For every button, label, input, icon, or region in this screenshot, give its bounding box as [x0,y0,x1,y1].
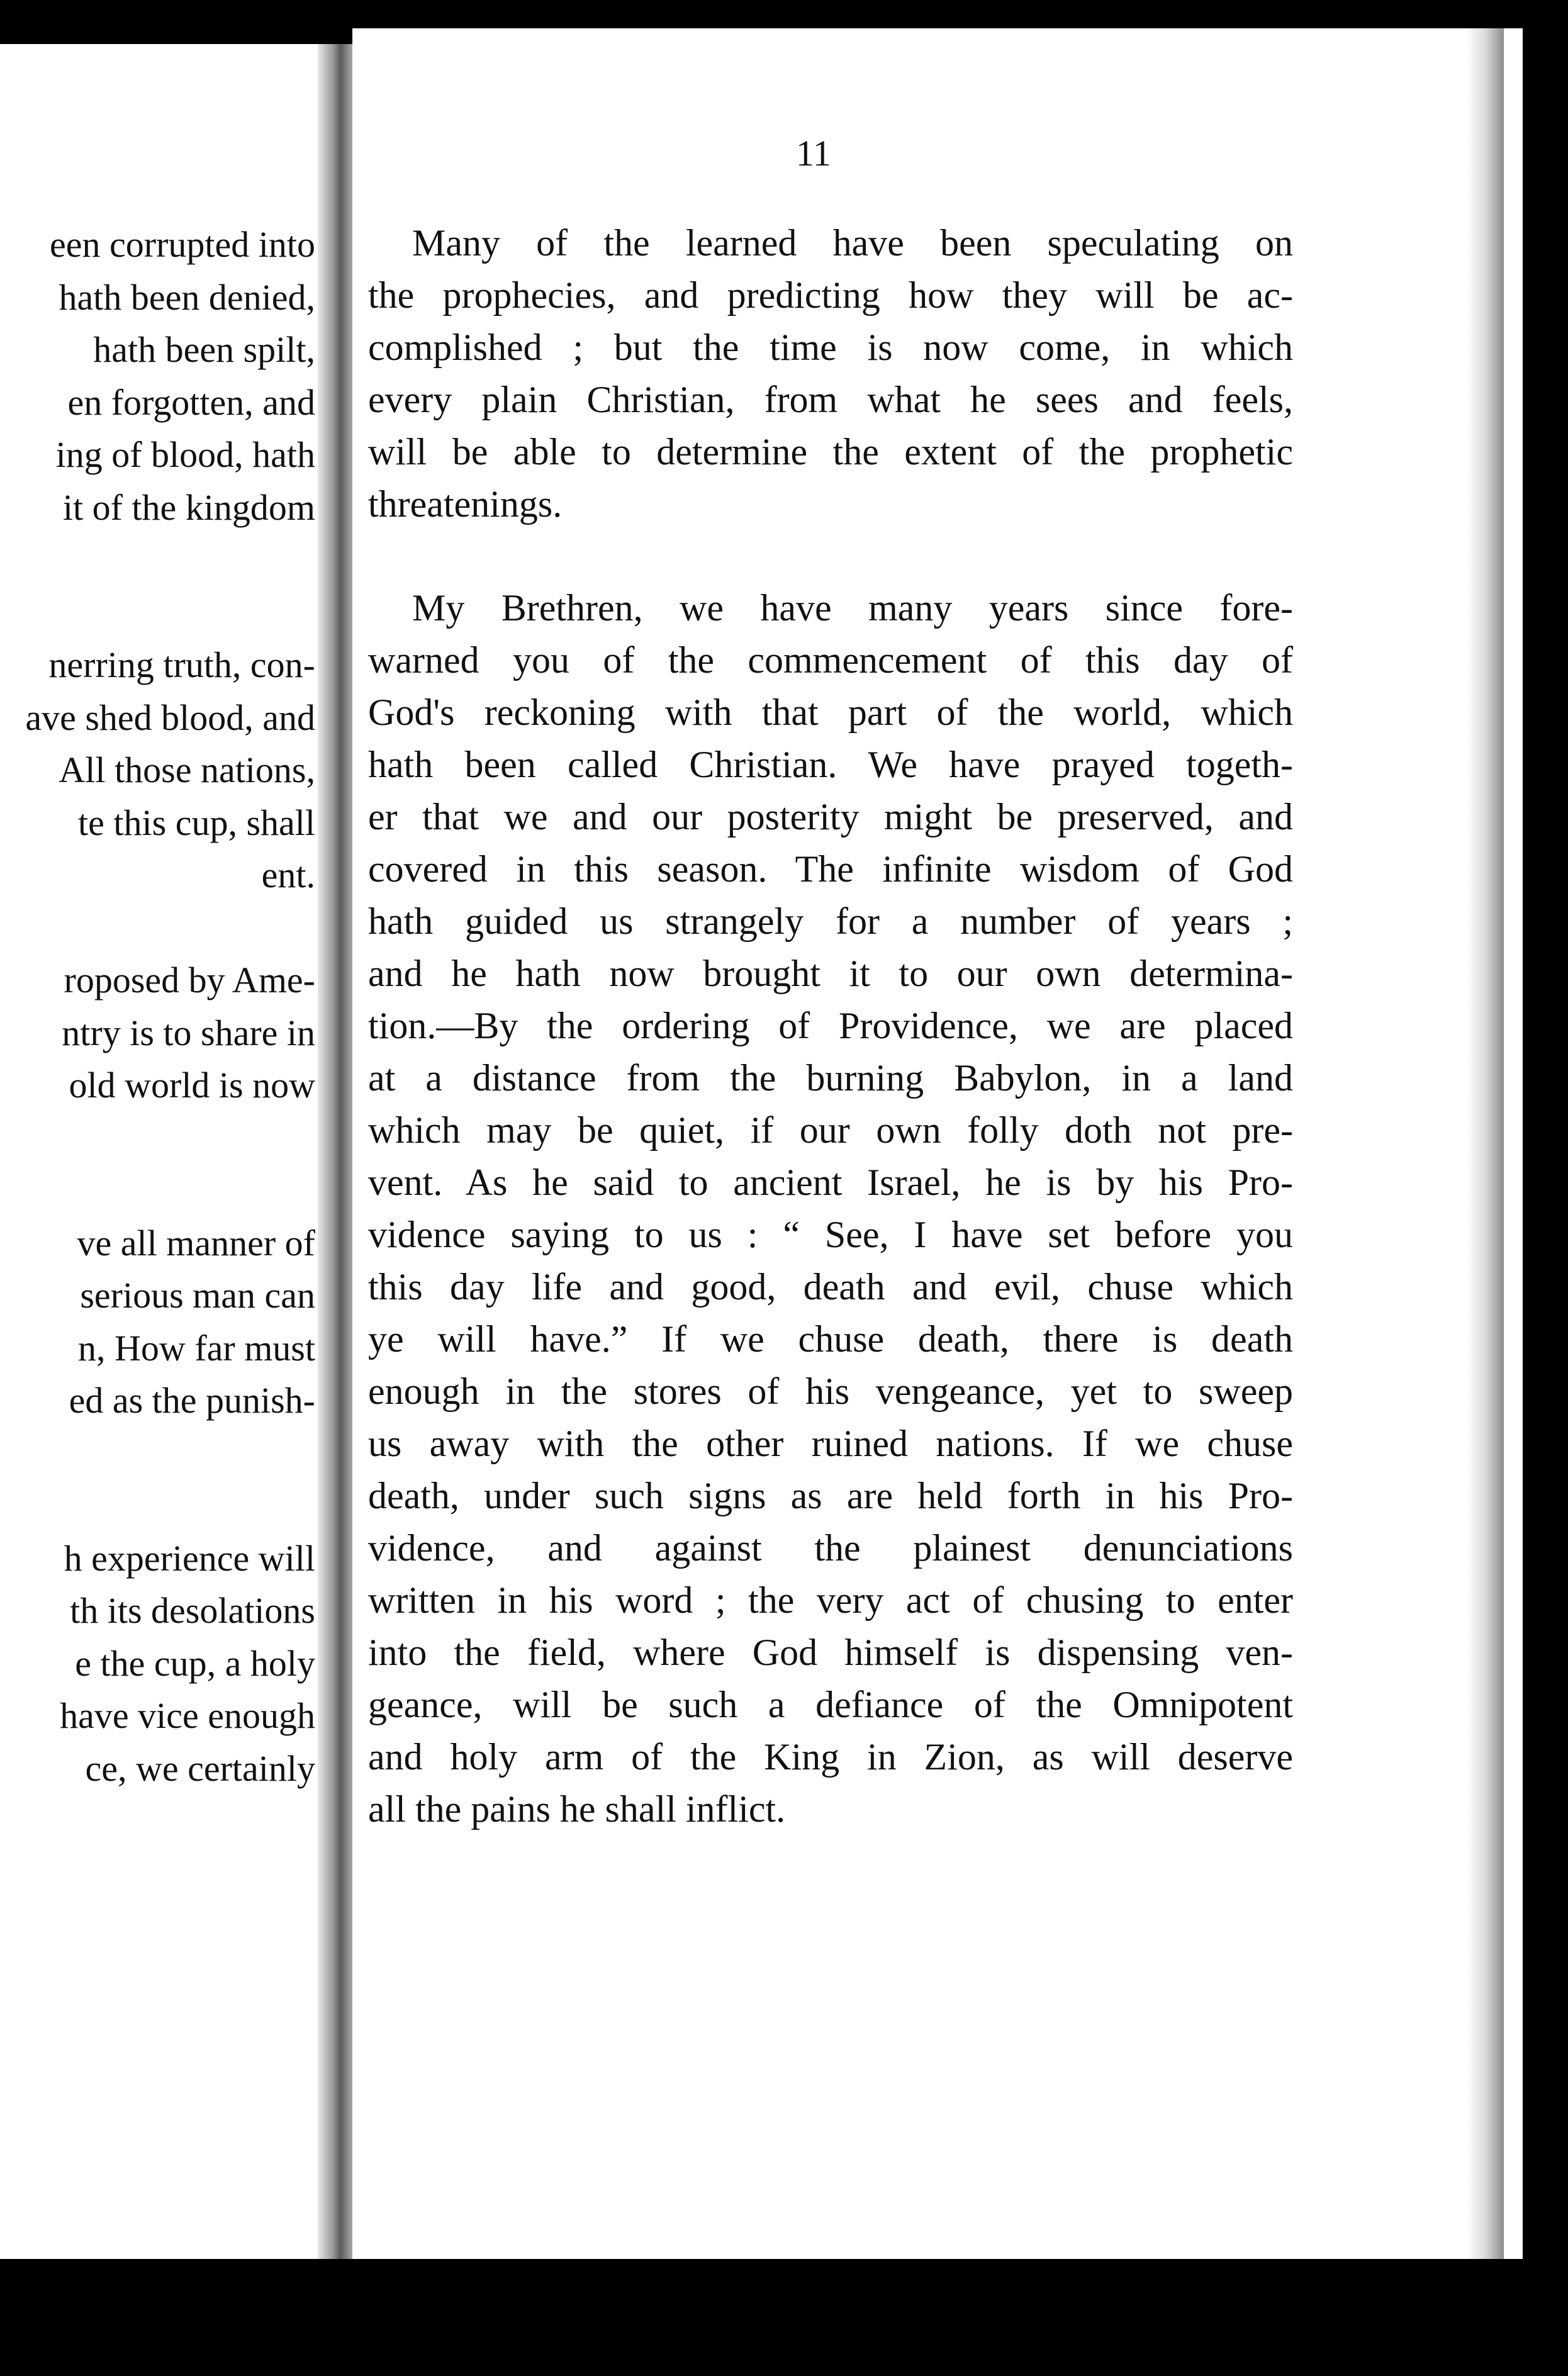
text-line: at a distance from the burning Babylon, in a land [368,1057,1293,1099]
left-page-line: ent. [261,855,315,895]
paragraph-1 [368,217,1293,530]
text-line: geance, will be such a defiance of the Omnipotent [368,1684,1293,1725]
text-line: into the field, where God himself is dispensing ven- [368,1632,1293,1673]
text-line: enough in the stores of his vengeance, yet to sweep [368,1370,1293,1412]
left-page-line: n, How far must [78,1327,315,1369]
left-page-line: ave shed blood, and [25,697,315,738]
text-line: hath guided us strangely for a number of years ; [368,900,1293,942]
text-line: and he hath now brought it to our own determina- [368,953,1293,994]
left-page-line: ed as the punish- [69,1380,315,1421]
text-line: ye will have.” If we chuse death, there is death [368,1318,1293,1360]
left-page-line: en forgotten, and [67,381,315,423]
left-page-text [0,44,318,2259]
left-page-line: th its desolations [70,1590,315,1631]
text-line: er that we and our posterity might be preserved, and [368,796,1293,838]
left-page-line: nerring truth, con- [48,644,315,685]
left-page-line: hath been spilt, [93,329,315,370]
text-line: complished ; but the time is now come, in which [368,327,1293,368]
left-page-line: have vice enough [60,1695,315,1736]
left-page-line: ce, we certainly [85,1747,315,1789]
left-page-line: ve all manner of [77,1222,315,1264]
text-line: My Brethren, we have many years since fore- [412,587,1293,629]
left-page-line: old world is now [69,1065,315,1106]
left-page-line: een corrupted into [50,224,315,265]
text-line: this day life and good, death and evil, chuse which [368,1266,1293,1308]
book-gutter [318,44,356,2259]
text-line: Many of the learned have been speculating on [412,222,1293,264]
text-line: us away with the other ruined nations. If we chuse [368,1423,1293,1464]
text-line: which may be quiet, if our own folly doth not pre- [368,1109,1293,1151]
text-line: tion.—By the ordering of Providence, we are placed [368,1005,1293,1046]
text-line: covered in this season. The infinite wisdom of God [368,848,1293,890]
left-page-line: roposed by Ame- [64,960,315,1000]
page-number: 11 [796,133,831,174]
text-line: God's reckoning with that part of the world, which [368,692,1293,733]
text-line: hath been called Christian. We have prayed togeth- [368,744,1293,785]
left-page-line: e the cup, a holy [75,1642,315,1684]
left-page-line: h experience will [64,1537,315,1579]
left-page-line: it of the kingdom [62,486,315,528]
text-line: every plain Christian, from what he sees and feels, [368,379,1293,420]
left-page-line: All those nations, [59,749,315,790]
text-line: threatenings. [368,483,563,525]
left-page-line: te this cup, shall [78,802,315,843]
scan-border [0,2259,1568,2376]
text-line: vidence, and against the plainest denunciations [368,1527,1293,1569]
paragraph-2 [368,582,1293,1835]
text-line: and holy arm of the King in Zion, as will deserve [368,1736,1293,1778]
text-line: vidence saying to us : “ See, I have set before you [368,1214,1293,1255]
left-page-line: ing of blood, hath [55,434,315,475]
page-edge [1466,28,1504,2259]
text-line: will be able to determine the extent of the prophetic [368,431,1293,473]
left-page-line: ntry is to share in [62,1012,315,1053]
text-line: death, under such signs as are held forth in his Pro- [368,1475,1293,1516]
left-page-line: serious man can [80,1275,315,1316]
left-page-line: hath been denied, [59,276,315,318]
text-line: all the pains he shall inflict. [368,1788,786,1830]
text-line: warned you of the commencement of this day of [368,639,1293,681]
text-line: vent. As he said to ancient Israel, he is by his Pro- [368,1162,1293,1203]
text-line: the prophecies, and predicting how they will be ac- [368,274,1293,316]
text-line: written in his word ; the very act of chusing to enter [368,1579,1293,1621]
